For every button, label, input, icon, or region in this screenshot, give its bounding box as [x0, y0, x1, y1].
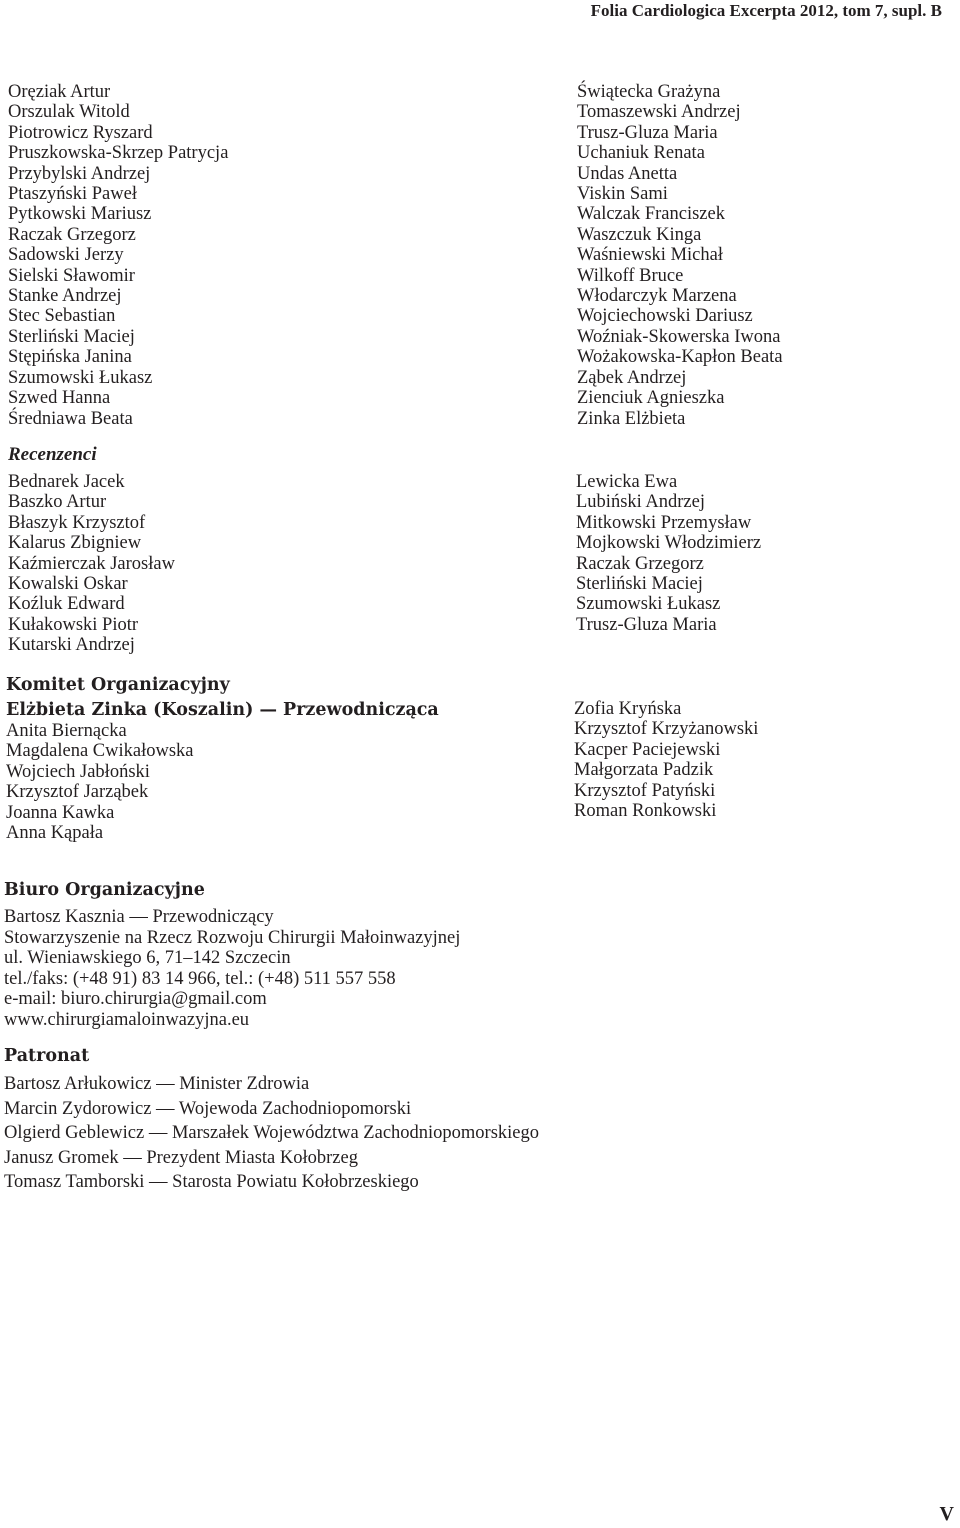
- list-item: Bednarek Jacek: [8, 472, 125, 492]
- office-line: ul. Wieniawskiego 6, 71–142 Szczecin: [4, 948, 291, 969]
- list-item: Błaszyk Krzysztof: [8, 512, 146, 533]
- list-item: Anita Biernącka: [6, 721, 127, 741]
- patronage-line: Bartosz Arłukowicz — Minister Zdrowia: [4, 1074, 310, 1094]
- list-item: Trusz-Gluza Maria: [577, 122, 718, 143]
- list-item: Lewicka Ewa: [576, 472, 678, 492]
- patronage-line: Olgierd Geblewicz — Marszałek Województwa Zachodniopomorskiego: [4, 1123, 540, 1144]
- list-item: Joanna Kawka: [6, 802, 115, 823]
- list-item: Baszko Artur: [8, 492, 107, 513]
- list-item: Zienciuk Agnieszka: [577, 388, 725, 409]
- list-item: Kalarus Zbigniew: [8, 533, 142, 554]
- list-item: Walczak Franciszek: [577, 204, 725, 225]
- list-item: Szumowski Łukasz: [8, 367, 153, 388]
- list-item: Ząbek Andrzej: [577, 367, 687, 388]
- list-item: Pytkowski Mariusz: [8, 204, 152, 225]
- list-item: Waszczuk Kinga: [577, 224, 702, 245]
- left-name-list: [8, 82, 228, 429]
- committee-left: [6, 674, 439, 843]
- list-item: Wilkoff Bruce: [577, 265, 684, 286]
- list-item: Anna Kąpała: [6, 823, 104, 844]
- list-item: Średniawa Beata: [8, 408, 133, 429]
- committee-chair: Elżbieta Zinka (Koszalin) — Przewodnicząca: [6, 700, 439, 720]
- list-item: Kaźmierczak Jarosław: [8, 553, 175, 574]
- list-item: Sterliński Maciej: [576, 574, 703, 595]
- patronage-heading: Patronat: [4, 1046, 90, 1066]
- office-line: Bartosz Kasznia — Przewodniczący: [4, 907, 274, 927]
- list-item: Krzysztof Jarząbek: [6, 782, 149, 803]
- office-heading: Biuro Organizacyjne: [4, 880, 205, 900]
- committee-heading: Komitet Organizacyjny: [6, 675, 230, 695]
- list-item: Kowalski Oskar: [8, 574, 128, 595]
- list-item: Stec Sebastian: [8, 306, 116, 327]
- list-item: Szumowski Łukasz: [576, 594, 721, 615]
- patronage-line: Marcin Zydorowicz — Wojewoda Zachodniopomorski: [4, 1098, 412, 1119]
- list-item: Mitkowski Przemysław: [576, 512, 752, 533]
- office-line: www.chirurgiamaloinwazyjna.eu: [4, 1009, 250, 1030]
- list-item: Uchaniuk Renata: [577, 143, 705, 164]
- list-item: Roman Ronkowski: [574, 801, 717, 822]
- list-item: Pruszkowska-Skrzep Patrycja: [8, 143, 229, 164]
- list-item: Ptaszyński Paweł: [8, 184, 137, 205]
- list-item: Undas Anetta: [577, 163, 678, 184]
- list-item: Krzysztof Patyński: [574, 780, 716, 801]
- committee-right: [574, 699, 758, 821]
- list-item: Raczak Grzegorz: [576, 553, 704, 574]
- list-item: Raczak Grzegorz: [8, 224, 136, 245]
- office-section: [4, 879, 460, 1031]
- list-item: Sielski Sławomir: [8, 265, 135, 286]
- list-item: Sterliński Maciej: [8, 326, 135, 347]
- patronage-section: [4, 1045, 539, 1195]
- office-line: tel./faks: (+48 91) 83 14 966, tel.: (+48) 511 557 558: [4, 968, 396, 989]
- list-item: Krzysztof Krzyżanowski: [574, 719, 759, 740]
- office-line: e-mail: biuro.chirurgia@gmail.com: [4, 989, 267, 1010]
- right-name-list: [577, 82, 783, 429]
- list-item: Magdalena Cwikałowska: [6, 741, 194, 762]
- list-item: Woźniak-Skowerska Iwona: [577, 326, 781, 347]
- list-item: Viskin Sami: [577, 184, 668, 205]
- list-item: Wożakowska-Kapłon Beata: [577, 347, 783, 368]
- list-item: Orszulak Witold: [8, 102, 130, 123]
- list-item: Tomaszewski Andrzej: [577, 102, 741, 123]
- list-item: Kacper Paciejewski: [574, 739, 721, 760]
- list-item: Piotrowicz Ryszard: [8, 122, 153, 143]
- office-line: Stowarzyszenie na Rzecz Rozwoju Chirurgii Małoinwazyjnej: [4, 927, 461, 948]
- list-item: Koźluk Edward: [8, 594, 125, 615]
- list-item: Wojciech Jabłoński: [6, 761, 150, 782]
- list-item: Waśniewski Michał: [577, 245, 723, 266]
- list-item: Stępińska Janina: [8, 347, 132, 368]
- patronage-line: Janusz Gromek — Prezydent Miasta Kołobrzeg: [4, 1147, 358, 1168]
- page-number: V: [939, 1503, 954, 1525]
- list-item: Świątecka Grażyna: [577, 82, 721, 102]
- list-item: Oręziak Artur: [8, 82, 111, 102]
- patronage-line: Tomasz Tamborski — Starosta Powiatu Kołobrzeskiego: [4, 1172, 419, 1193]
- list-item: Sadowski Jerzy: [8, 245, 124, 266]
- reviewers-left: [8, 444, 175, 656]
- list-item: Stanke Andrzej: [8, 286, 122, 307]
- list-item: Kułakowski Piotr: [8, 614, 139, 635]
- list-item: Przybylski Andrzej: [8, 163, 151, 184]
- list-item: Małgorzata Padzik: [574, 760, 714, 781]
- reviewers-right: [576, 472, 761, 635]
- reviewers-heading: Recenzenci: [8, 444, 97, 465]
- journal-header: Folia Cardiologica Excerpta 2012, tom 7, supl. B: [590, 1, 942, 20]
- list-item: Zofia Kryńska: [574, 699, 682, 719]
- list-item: Lubiński Andrzej: [576, 492, 705, 513]
- list-item: Włodarczyk Marzena: [577, 286, 737, 307]
- list-item: Mojkowski Włodzimierz: [576, 533, 762, 554]
- list-item: Zinka Elżbieta: [577, 408, 686, 429]
- list-item: Wojciechowski Dariusz: [577, 306, 753, 327]
- list-item: Szwed Hanna: [8, 388, 111, 409]
- list-item: Kutarski Andrzej: [8, 635, 135, 656]
- list-item: Trusz-Gluza Maria: [576, 614, 717, 635]
